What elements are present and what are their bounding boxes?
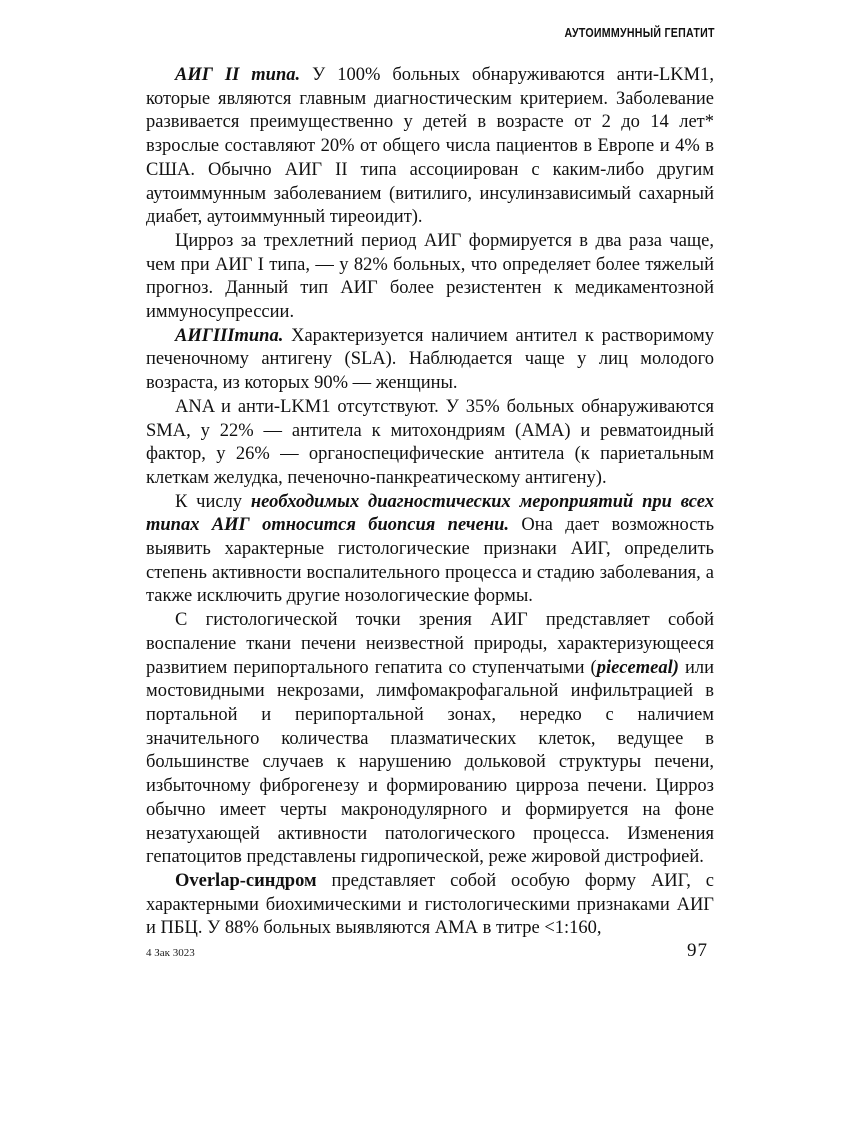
paragraph-lead: АИГ II типа. <box>175 65 301 85</box>
print-mark: 4 Зак 3023 <box>146 947 195 959</box>
paragraph-pre: С гистологической точки зрения АИГ представляет собой воспаление ткани печени неизвестной природы, характеризующееся развитием перипортального гепатита со ступенчатыми ( <box>146 610 714 678</box>
paragraph-emphasis: необходимых диагностических мероприятий при всех типах АИГ относится биопсия печени. <box>146 491 714 536</box>
paragraph-lead: Overlap-синдром <box>175 870 317 891</box>
paragraph-aig-type-2 <box>146 64 714 230</box>
paragraph-text: Цирроз за трехлетний период АИГ формируется в два раза чаще, чем при АИГ I типа, — у 82% больных, что определяет более тяжелый прогноз. Данный тип АИГ более резистентен к медикаментозной иммуносупрессии. <box>146 230 714 323</box>
paragraph-text: или мостовидными некрозами, лимфомакрофагальной инфильтрацией в портальной и перипортальной зонах, нередко с наличием значительного количества плазматических клеток, ведущее в большинстве случаев к нарушению дольковой структуры печени, избыточному фиброгенезу и формированию цирроза печени. Цирроз обычно имеет черты макронодулярного и формируется на фоне незатухающей активности патологического процесса. Изменения гепатоцитов представлены гидропической, реже жировой дистрофией. <box>146 657 714 868</box>
body-text <box>146 64 714 941</box>
paragraph-text: представляет собой особую форму АИГ, с характерными биохимическими и гистологическими признаками АИГ и ПБЦ. У 88% больных выявляются АМА в титре <1:160, <box>146 870 714 939</box>
paragraph-histology <box>146 609 714 870</box>
paragraph-biopsy <box>146 491 714 610</box>
paragraph-text: ANA и анти-LKM1 отсутствуют. У 35% больных обнаруживаются SMA, у 22% — антитела к митохондриям (АМА) и ревматоидный фактор, у 26% — органоспецифические антитела (к париетальным клеткам желудка, печеночно-панкреатическому антигену). <box>146 396 714 488</box>
paragraph-text: У 100% больных обнаруживаются анти-LKM1, которые являются главным диагностическим критерием. Заболевание развивается преимущественно у детей в возрасте от 2 до 14 лет* взрослые составляют 20% от общего числа пациентов в Европе и 4% в США. Обычно АИГ II типа ассоциирован с каким-либо другим аутоиммунным заболеванием (витилиго, инсулинзависимый сахарный диабет, аутоиммунный тиреоидит). <box>146 65 714 228</box>
paragraph-text: Характеризуется наличием антител к растворимому печеночному антигену (SLA). Наблюдается чаще у лиц молодого возраста, из которых 90% — женщины. <box>146 325 714 394</box>
paragraph-antibodies <box>146 396 714 491</box>
page-number: 97 <box>687 940 708 961</box>
paragraph-emphasis: piecemeal) <box>596 657 679 678</box>
paragraph-text: Она дает возможность выявить характерные гистологические признаки АИГ, определить степень активности воспалительного процесса и стадию заболевания, а также исключить другие нозологические формы. <box>146 515 715 607</box>
paragraph-cirrhosis <box>146 230 714 325</box>
running-header: АУТОИММУННЫЙ ГЕПАТИТ <box>564 26 715 40</box>
paragraph-lead: АИГIIIтипа. <box>175 325 284 346</box>
paragraph-aig-type-3 <box>146 325 714 396</box>
paragraph-overlap <box>146 870 714 941</box>
paragraph-pre: К числу <box>175 491 251 512</box>
